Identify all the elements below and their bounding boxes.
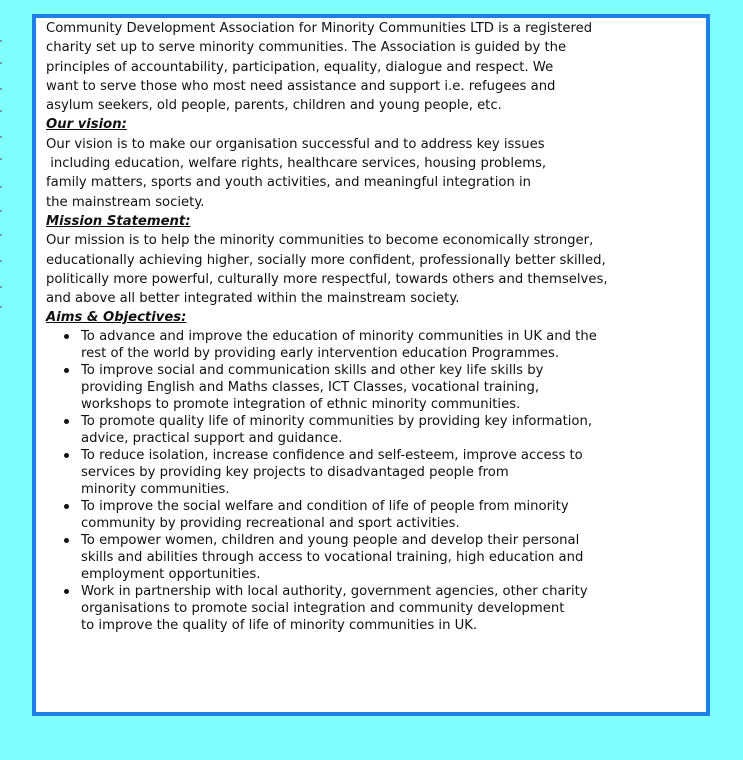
bullet-icon <box>64 334 69 339</box>
edge-dot <box>0 88 2 90</box>
aims-list-item <box>46 328 656 362</box>
aim-line: advice, practical support and guidance. <box>81 430 343 446</box>
aims-list-item <box>46 362 656 413</box>
aim-line: To advance and improve the education of minority communities in UK and the <box>81 328 597 344</box>
edge-dot <box>0 40 2 42</box>
aim-line: rest of the world by providing early intervention education Programmes. <box>81 345 560 361</box>
aim-line: To improve the social welfare and condition of life of people from minority <box>81 498 569 514</box>
aim-line: employment opportunities. <box>81 566 261 582</box>
edge-dot <box>0 286 2 288</box>
mission-line: Our mission is to help the minority communities to become economically stronger, <box>46 233 594 249</box>
bullet-icon <box>64 504 69 509</box>
aim-line: providing English and Maths classes, ICT Classes, vocational training, <box>81 379 540 395</box>
bullet-icon <box>64 589 69 594</box>
vision-line: Our vision is to make our organisation successful and to address key issues <box>46 136 545 152</box>
aims-heading: Aims & Objectives: <box>46 310 187 326</box>
vision-line: the mainstream society. <box>46 194 205 210</box>
bullet-icon <box>64 538 69 543</box>
aim-line: workshops to promote integration of ethnic minority communities. <box>81 396 521 412</box>
edge-dot <box>0 260 2 262</box>
vision-line: including education, welfare rights, healthcare services, housing problems, <box>46 156 547 172</box>
bullet-icon <box>64 419 69 424</box>
intro-line: principles of accountability, participation, equality, dialogue and respect. We <box>46 59 554 75</box>
vision-line: family matters, sports and youth activities, and meaningful integration in <box>46 175 532 191</box>
vision-paragraph <box>46 135 656 212</box>
aims-list-item <box>46 413 656 447</box>
aim-line: community by providing recreational and sport activities. <box>81 515 460 531</box>
aim-line: minority communities. <box>81 481 230 497</box>
aim-line: To promote quality life of minority communities by providing key information, <box>81 413 593 429</box>
bullet-icon <box>64 368 69 373</box>
document-body <box>46 19 656 634</box>
edge-dot <box>0 62 2 64</box>
bullet-icon <box>64 453 69 458</box>
intro-line: charity set up to serve minority communities. The Association is guided by the <box>46 40 567 56</box>
mission-line: and above all better integrated within the mainstream society. <box>46 291 460 307</box>
intro-paragraph <box>46 19 656 115</box>
aims-list <box>46 328 656 634</box>
intro-line: want to serve those who most need assistance and support i.e. refugees and <box>46 78 556 94</box>
mission-line: educationally achieving higher, socially more confident, professionally better skilled, <box>46 252 606 268</box>
mission-line: politically more powerful, culturally more respectful, towards others and themselves, <box>46 271 608 287</box>
aims-list-item <box>46 498 656 532</box>
aim-line: services by providing key projects to disadvantaged people from <box>81 464 509 480</box>
aim-line: To reduce isolation, increase confidence and self-esteem, improve access to <box>81 447 583 463</box>
aim-line: Work in partnership with local authority, government agencies, other charity <box>81 583 588 599</box>
intro-line: asylum seekers, old people, parents, children and young people, etc. <box>46 98 502 114</box>
aim-line: skills and abilities through access to vocational training, high education and <box>81 549 584 565</box>
edge-dot <box>0 234 2 236</box>
aims-list-item <box>46 447 656 498</box>
aim-line: to improve the quality of life of minority communities in UK. <box>81 617 478 633</box>
aim-line: To empower women, children and young people and develop their personal <box>81 532 580 548</box>
edge-dot <box>0 210 2 212</box>
aim-line: organisations to promote social integration and community development <box>81 600 565 616</box>
mission-heading: Mission Statement: <box>46 213 191 229</box>
edge-dot <box>0 158 2 160</box>
mission-paragraph <box>46 231 656 308</box>
intro-line: Community Development Association for Minority Communities LTD is a registered <box>46 21 593 36</box>
edge-dot <box>0 186 2 188</box>
aim-line: To improve social and communication skills and other key life skills by <box>81 362 544 378</box>
edge-dot <box>0 110 2 112</box>
aims-list-item <box>46 583 656 634</box>
vision-heading: Our vision: <box>46 117 127 133</box>
edge-dots-decoration <box>0 40 2 310</box>
aims-list-item <box>46 532 656 583</box>
edge-dot <box>0 306 2 308</box>
edge-dot <box>0 136 2 138</box>
